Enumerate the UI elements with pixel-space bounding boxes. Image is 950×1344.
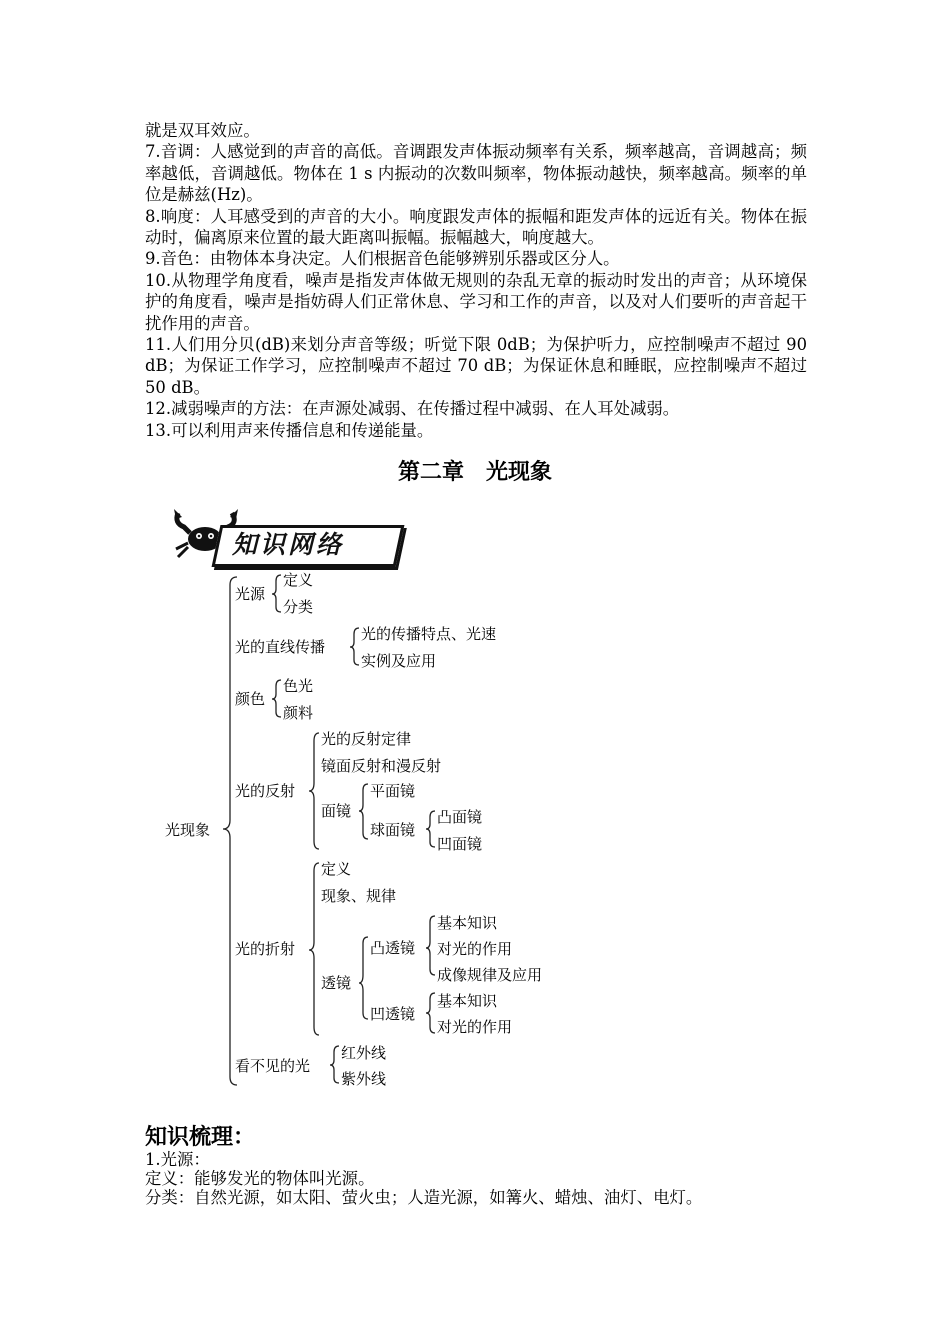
paragraph: 定义：能够发光的物体叫光源。 (145, 1169, 375, 1188)
paragraph: 11.人们用分贝(dB)来划分声音等级；听觉下限 0dB；为保护听力，应控制噪声不超过 90 dB；为保证工作学习，应控制噪声不超过 70 dB；为保证休息和睡眠，应控制噪声不超过 50 dB。 (145, 335, 807, 397)
tree-node: 现象、规律 (321, 887, 397, 905)
banner-title: 知识网络 (232, 530, 345, 559)
knowledge-network-banner (172, 503, 402, 563)
tree-node: 镜面反射和漫反射 (321, 757, 442, 775)
tree-node: 对光的作用 (437, 1018, 513, 1036)
tree-node: 基本知识 (437, 914, 498, 932)
tree-node: 基本知识 (437, 992, 498, 1010)
tree-node: 球面镜 (370, 821, 416, 839)
tree-node: 凸面镜 (437, 808, 483, 826)
tree-node: 光的折射 (235, 940, 296, 958)
tree-node: 对光的作用 (437, 940, 513, 958)
tree-node: 凹透镜 (370, 1005, 416, 1023)
acoustics-notes (145, 120, 807, 441)
tree-node: 面镜 (321, 802, 352, 820)
tree-node: 定义 (283, 571, 314, 589)
section-heading: 知识梳理： (145, 1125, 256, 1150)
tree-node: 透镜 (321, 974, 352, 992)
tree-node: 紫外线 (341, 1070, 387, 1088)
paragraph: 13.可以利用声来传播信息和传递能量。 (145, 420, 434, 440)
paragraph: 就是双耳效应。 (145, 121, 260, 140)
tree-node: 光源 (235, 585, 266, 603)
tree-node: 光的反射 (235, 782, 296, 800)
tree-node: 红外线 (341, 1044, 387, 1062)
tree-node: 颜料 (283, 704, 314, 722)
tree-node: 凹面镜 (437, 835, 483, 853)
tree-node: 光的反射定律 (321, 730, 412, 748)
paragraph: 10.从物理学角度看，噪声是指发声体做无规则的杂乱无章的振动时发出的声音；从环境保护的角度看，噪声是指妨碍人们正常休息、学习和工作的声音，以及对人们要听的声音起干扰作用的声音。 (145, 270, 807, 333)
paragraph: 7.音调：人感觉到的声音的高低。音调跟发声体振动频率有关系，频率越高，音调越高；频率越低，音调越低。物体在 1 s 内振动的次数叫频率，物体振动越快，频率越高。频率的单位是赫兹(Hz)。 (145, 142, 807, 205)
knowledge-tree (165, 565, 585, 1095)
tree-node: 定义 (321, 860, 352, 878)
tree-node: 凸透镜 (370, 939, 416, 957)
light-source-notes (145, 1150, 825, 1207)
paragraph: 分类：自然光源，如太阳、萤火虫；人造光源，如篝火、蜡烛、油灯、电灯。 (145, 1188, 703, 1207)
tree-node: 色光 (283, 677, 314, 695)
chapter-title: 第二章 光现象 (397, 460, 552, 485)
tree-node: 分类 (283, 598, 314, 616)
paragraph: 9.音色：由物体本身决定。人们根据音色能够辨别乐器或区分人。 (145, 249, 620, 269)
paragraph: 12.减弱噪声的方法：在声源处减弱、在传播过程中减弱、在人耳处减弱。 (145, 399, 680, 419)
tree-node: 看不见的光 (235, 1057, 311, 1075)
paragraph: 1.光源： (145, 1150, 210, 1169)
tree-node: 颜色 (235, 690, 266, 708)
tree-root: 光现象 (165, 821, 211, 839)
tree-node: 光的直线传播 (235, 638, 326, 656)
tree-node: 光的传播特点、光速 (361, 625, 497, 643)
paragraph: 8.响度：人耳感受到的声音的大小。响度跟发声体的振幅和距发声体的远近有关。物体在振动时，偏离原来位置的最大距离叫振幅。振幅越大，响度越大。 (145, 206, 807, 248)
tree-node: 实例及应用 (361, 652, 437, 670)
tree-node: 成像规律及应用 (437, 966, 543, 984)
tree-node: 平面镜 (370, 782, 416, 800)
